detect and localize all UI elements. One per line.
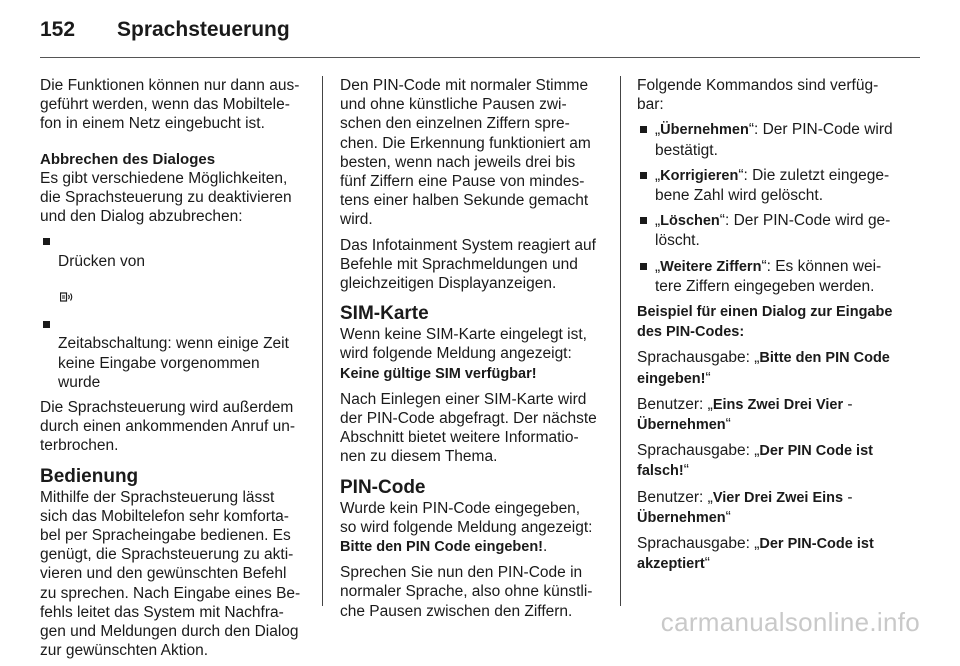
quote-close: “	[704, 555, 710, 573]
quote-close: “	[725, 508, 731, 526]
pin-paragraph: Den PIN-Code mit normaler Stimme und ohne künstliche Pausen zwi- schen den einzelnen Ziffern spre- chen. Die Erkennung funktioniert am besten, wenn nach jeweils drei bis fünf Ziffern eine Pause von mindes- tens einer halben Sekunde gemacht wird.	[340, 77, 591, 229]
dialog-text: Vier Drei Zwei Eins	[712, 489, 844, 506]
sim-heading: SIM-Karte	[340, 303, 429, 325]
column-divider	[620, 76, 621, 606]
column-right	[637, 76, 907, 580]
command-desc: “: Der PIN-Code wird bestätigt.	[655, 121, 893, 159]
abort-paragraph: Es gibt verschiedene Möglichkeiten, die Sprachsteuerung zu deaktivieren und den Dialog abzubrechen:	[40, 169, 292, 226]
dialog-text: Übernehmen	[637, 509, 726, 526]
command-name: Weitere Ziffern	[660, 258, 762, 275]
command-name: Löschen	[660, 213, 720, 230]
abort-list	[40, 232, 306, 392]
list-item	[637, 120, 907, 159]
commands-list	[637, 120, 907, 296]
infotainment-paragraph: Das Infotainment System reagiert auf Befehle mit Sprachmeldungen und gleichzeitigen Displayanzeigen.	[340, 236, 596, 293]
dialog-speaker: Sprachausgabe: „	[637, 349, 760, 367]
abort-heading: Abbrechen des Dialoges	[40, 150, 216, 168]
bullet-icon	[640, 172, 647, 179]
dialog-text: Bitte den PIN Code eingeben!	[637, 350, 890, 387]
page-number: 152	[40, 18, 76, 41]
bullet-icon	[43, 321, 50, 328]
command-desc: “: Die zuletzt eingege- bene Zahl wird gelöscht.	[655, 166, 890, 205]
command-desc: “: Es können wei- tere Ziffern eingegeben werden.	[655, 257, 882, 295]
quote-open: „	[655, 212, 661, 230]
quote-open: „	[655, 121, 661, 139]
abort-note: Die Sprachsteuerung wird außerdem durch einen ankommenden Anruf un- terbrochen.	[40, 399, 296, 455]
list-item	[637, 211, 907, 250]
command-name: Übernehmen	[660, 122, 749, 139]
list-item	[40, 232, 306, 309]
dialog-text: Der PIN-Code ist akzeptiert	[637, 536, 874, 573]
sim-message-text: Keine gültige SIM verfügbar!	[340, 365, 537, 382]
bullet-icon	[640, 126, 647, 133]
operation-heading: Bedienung	[40, 465, 139, 487]
watermark: carmanualsonline.info	[660, 607, 920, 637]
dialog-line	[637, 534, 907, 574]
quote-close: “	[683, 462, 689, 480]
list-item	[40, 315, 306, 392]
list-item	[637, 257, 907, 296]
operation-paragraph: Mithilfe der Sprachsteuerung lässt sich das Mobiltelefon sehr komforta- bel per Spracheingabe bedienen. Es genügt, die Sprachsteuerung zu akti- vieren und den gewünschten Befehl zu sprechen. Nach Eingabe eines Be- fehls leitet das System mit Nachfra- gen und Meldungen durch den Dialog zur gewünschten Aktion.	[40, 488, 301, 660]
quote-close: “	[705, 369, 711, 387]
quote-open: „	[655, 166, 661, 184]
dialog-speaker: Benutzer: „	[637, 488, 713, 506]
column-divider	[322, 76, 323, 606]
dialog-text: Der PIN Code ist falsch!	[637, 443, 873, 480]
dialog-separator: -	[847, 395, 853, 413]
bullet-icon	[640, 263, 647, 270]
dialog-speaker: Sprachausgabe: „	[637, 442, 760, 460]
dialog-line	[637, 488, 907, 528]
pincode-message-text: Bitte den PIN Code eingeben!	[340, 539, 544, 556]
example-heading	[637, 302, 907, 342]
column-left	[40, 76, 306, 666]
pincode-paragraph: Wurde kein PIN-Code eingegeben, so wird folgende Meldung angezeigt:	[340, 499, 593, 536]
commands-intro: Folgende Kommandos sind verfüg- bar:	[637, 77, 879, 114]
example-heading-text: Beispiel für einen Dialog zur Eingabe des PIN-Codes:	[637, 304, 893, 341]
sim-paragraph-2: Nach Einlegen einer SIM-Karte wird der PIN-Code abgefragt. Der nächste Abschnitt bietet weitere Informatio- nen zu diesem Thema.	[340, 390, 597, 466]
dialog-speaker: Sprachausgabe: „	[637, 535, 760, 553]
dialog-line	[637, 348, 907, 388]
bullet-icon	[43, 238, 50, 245]
list-item	[637, 166, 907, 205]
sim-paragraph: Wenn keine SIM-Karte eingelegt ist, wird folgende Meldung angezeigt:	[340, 326, 587, 363]
dialog-text: Übernehmen	[637, 417, 726, 434]
intro-paragraph: Die Funktionen können nur dann aus- geführt werden, wenn das Mobiltele- fon in einem Netz eingebucht ist.	[40, 77, 300, 133]
command-desc: “: Der PIN-Code wird ge- löscht.	[655, 212, 891, 250]
command-name: Korrigieren	[660, 167, 739, 184]
dialog-text: Eins Zwei Drei Vier	[712, 396, 844, 413]
quote-open: „	[655, 257, 661, 275]
dialog-line	[637, 395, 907, 435]
sim-message	[340, 364, 606, 384]
header-rule	[40, 57, 920, 58]
pincode-message	[340, 537, 606, 557]
column-middle	[340, 76, 606, 627]
dialog-speaker: Benutzer: „	[637, 395, 713, 413]
bullet-icon	[640, 217, 647, 224]
list-item-text: Drücken von	[58, 252, 146, 270]
dialog-line	[637, 441, 907, 481]
pincode-message-end: .	[543, 538, 548, 556]
pincode-paragraph-2: Sprechen Sie nun den PIN-Code in normaler Sprache, also ohne künstli- che Pausen zwischen den Ziffern.	[340, 564, 593, 620]
voice-control-icon	[60, 271, 74, 309]
pincode-heading: PIN-Code	[340, 476, 426, 498]
list-item-text: Zeitabschaltung: wenn einige Zeit keine Eingabe vorgenommen wurde	[58, 335, 289, 391]
dialog-separator: -	[847, 488, 853, 506]
page-title: Sprachsteuerung	[117, 18, 290, 41]
quote-close: “	[725, 416, 731, 434]
